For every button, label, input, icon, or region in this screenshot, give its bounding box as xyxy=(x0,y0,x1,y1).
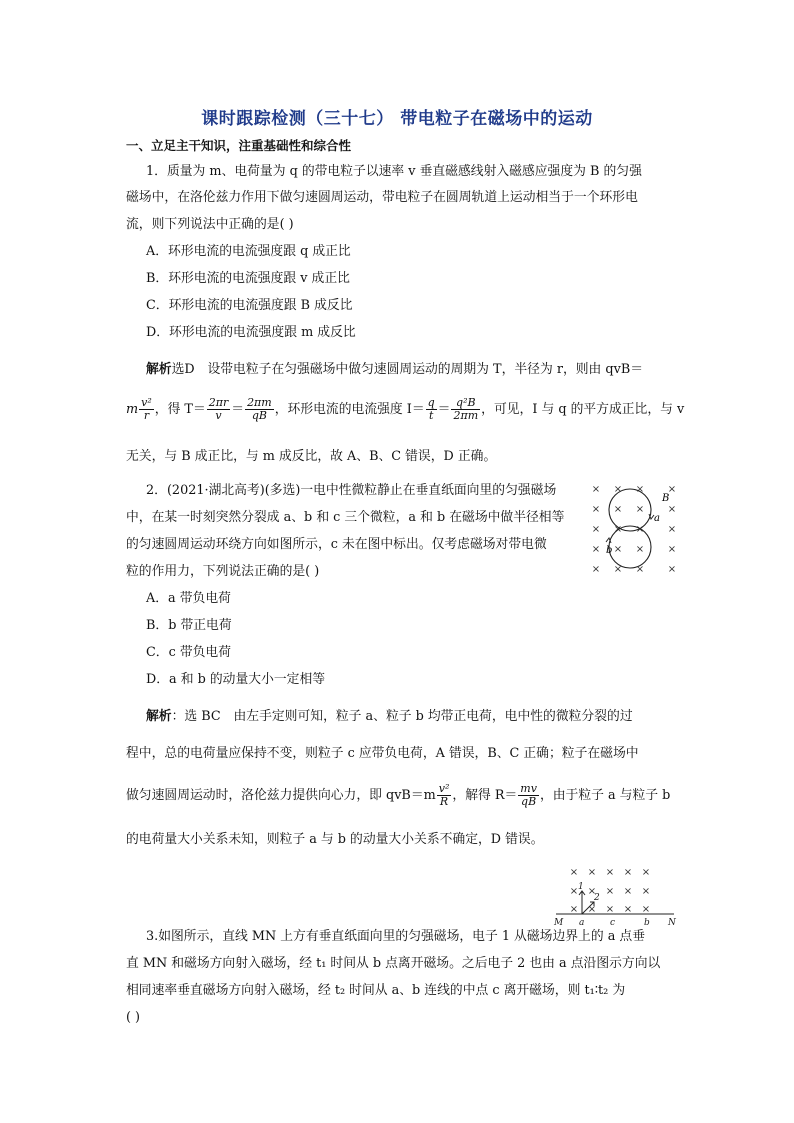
svg-text:×: × xyxy=(613,524,623,535)
q3-stem-line1: 3.如图所示，直线 MN 上方有垂直纸面向里的匀强磁场，电子 1 从磁场边界上的 a 点垂 xyxy=(146,929,645,944)
q2-label-b-field: B xyxy=(662,493,670,504)
q3-label-m: M xyxy=(554,918,564,928)
q3-label-n: N xyxy=(668,918,676,928)
q2-figure-magnetic-field xyxy=(588,480,680,575)
svg-text:×: × xyxy=(613,544,623,555)
q3-figure-magnetic-field xyxy=(548,862,680,928)
q1-stem-line3: 流，则下列说法中正确的是( ) xyxy=(126,217,294,232)
q2-option-b: B．b 带正电荷 xyxy=(146,618,232,633)
svg-text:×: × xyxy=(641,904,651,915)
svg-text:×: × xyxy=(605,886,615,897)
q2-label-a: a xyxy=(654,513,660,524)
q1-frac-q-t: $\frac{q}{t}$ xyxy=(427,396,435,422)
svg-text:×: × xyxy=(635,524,645,535)
q2-option-c: C．c 带负电荷 xyxy=(146,645,232,660)
svg-text:×: × xyxy=(635,564,645,575)
svg-text:×: × xyxy=(641,867,651,878)
svg-text:×: × xyxy=(591,484,601,495)
q3-stem-line3: 相同速率垂直磁场方向射入磁场，经 t₂ 时间从 a、b 连线的中点 c 离开磁场，则 t₁∶t₂ 为 xyxy=(126,983,626,998)
q2-stem-line4: 粒的作用力，下列说法正确的是( ) xyxy=(126,564,320,579)
q2-option-a: A．a 带负电荷 xyxy=(146,591,231,606)
svg-text:×: × xyxy=(667,484,677,495)
q3-label-b: b xyxy=(644,918,650,928)
page-title: 课时跟踪检测（三十七） 带电粒子在磁场中的运动 xyxy=(201,109,593,129)
svg-text:×: × xyxy=(591,504,601,515)
svg-text:×: × xyxy=(667,544,677,555)
q1-frac-2pir-v: $\frac{2\pi r}{v}$ xyxy=(208,396,229,422)
q1-option-b: B．环形电流的电流强度跟 v 成正比 xyxy=(146,271,350,286)
svg-text:×: × xyxy=(613,564,623,575)
q3-label-2: 2 xyxy=(594,893,600,903)
q1-frac-v2-r: $\frac{\text{v²}}{r}$ xyxy=(141,396,152,422)
q2-label-b: b xyxy=(606,545,613,556)
q2-frac-mv-qb: $\frac{mv}{qB}$ xyxy=(520,782,537,808)
q1-frac-2pim-qb: $\frac{2\pi m}{qB}$ xyxy=(247,396,272,422)
svg-text:×: × xyxy=(591,524,601,535)
q1-option-a: A．环形电流的电流强度跟 q 成正比 xyxy=(146,244,351,259)
svg-text:×: × xyxy=(613,484,623,495)
svg-text:×: × xyxy=(635,544,645,555)
svg-text:×: × xyxy=(667,504,677,515)
q1-solution-label: 解析 xyxy=(146,362,172,377)
svg-text:×: × xyxy=(623,886,633,897)
q2-stem-line3: 的匀速圆周运动环绕方向如图所示，c 未在图中标出。仅考虑磁场对带电微 xyxy=(126,537,547,552)
q2-stem-line1: 2．(2021·湖北高考)(多选)一电中性微粒静止在垂直纸面向里的匀强磁场 xyxy=(146,483,557,498)
q1-option-c: C．环形电流的电流强度跟 B 成反比 xyxy=(146,298,353,313)
q3-label-a: a xyxy=(579,918,585,928)
svg-text:×: × xyxy=(623,867,633,878)
q1-option-d: D．环形电流的电流强度跟 m 成反比 xyxy=(146,325,356,340)
q1-stem-line1: 1．质量为 m、电荷量为 q 的带电粒子以速率 v 垂直磁感线射入磁感应强度为 B 的匀强 xyxy=(146,164,642,179)
svg-text:×: × xyxy=(635,484,645,495)
q1-solution-line2: m $\frac{\text{v²}}{r}$ ，得 T＝ $\frac{2\pi r}{v}$ ＝ $\frac{2\pi m}{qB}$ ，环形电流的电流强度 I＝ $\frac{q}{t}$ ＝ $\frac{\text{q²B}}{2\pi m}$ ，可见，I 与 q 的平方成正比，与 v xyxy=(126,396,685,422)
svg-text:×: × xyxy=(591,544,601,555)
svg-text:×: × xyxy=(667,564,677,575)
q3-stem-line2: 直 MN 和磁场方向射入磁场，经 t₁ 时间从 b 点离开磁场。之后电子 2 也由 a 点沿图示方向以 xyxy=(126,956,661,971)
q2-solution-line1: 解析：选 BC 由左手定则可知，粒子 a、粒子 b 均带正电荷，电中性的微粒分裂的过 xyxy=(146,709,633,724)
svg-text:×: × xyxy=(605,867,615,878)
q1-frac-q2b-2pim: $\frac{\text{q²B}}{2\pi m}$ xyxy=(453,396,479,422)
q2-figure-svg xyxy=(588,480,680,575)
svg-text:×: × xyxy=(569,867,579,878)
svg-text:×: × xyxy=(635,504,645,515)
q2-stem-line2: 中，在某一时刻突然分裂成 a、b 和 c 三个微粒，a 和 b 在磁场中做半径相等 xyxy=(126,510,565,525)
q2-solution-line2: 程中，总的电荷量应保持不变，则粒子 c 应带负电荷，A 错误，B、C 正确；粒子在磁场中 xyxy=(126,746,639,761)
svg-text:×: × xyxy=(587,904,597,915)
svg-text:×: × xyxy=(569,904,579,915)
svg-text:×: × xyxy=(667,524,677,535)
q2-solution-label: 解析 xyxy=(146,709,172,724)
q3-label-c: c xyxy=(610,918,616,928)
svg-text:×: × xyxy=(641,886,651,897)
q1-solution-text1: 选D 设带电粒子在匀强磁场中做匀速圆周运动的周期为 T，半径为 r，则由 qvB＝ xyxy=(171,362,644,377)
svg-text:×: × xyxy=(623,904,633,915)
q2-solution-line3: 做匀速圆周运动时，洛伦兹力提供向心力，即 qvB＝m $\frac{\text{v²}}{R}$ ，解得 R＝ $\frac{mv}{qB}$ ，由于粒子 a 与粒子 b xyxy=(126,782,671,808)
q2-frac-v2-r: $\frac{\text{v²}}{R}$ xyxy=(438,782,450,808)
svg-text:×: × xyxy=(587,867,597,878)
q1-solution-line1 xyxy=(146,360,643,380)
q1-solution-line3: 无关，与 B 成正比，与 m 成反比，故 A、B、C 错误，D 正确。 xyxy=(126,449,497,464)
q3-stem-line4: ( ) xyxy=(126,1010,141,1025)
q1-stem-line2: 磁场中，在洛伦兹力作用下做匀速圆周运动，带电粒子在圆周轨道上运动相当于一个环形电 xyxy=(126,190,638,205)
svg-text:×: × xyxy=(613,504,623,515)
q2-option-d: D．a 和 b 的动量大小一定相等 xyxy=(146,672,326,687)
q2-solution-line4: 的电荷量大小关系未知，则粒子 a 与 b 的动量大小关系不确定，D 错误。 xyxy=(126,832,544,847)
section-heading: 一、立足主干知识，注重基础性和综合性 xyxy=(126,138,352,153)
q3-figure-svg xyxy=(548,862,680,928)
svg-text:×: × xyxy=(569,886,579,897)
svg-text:×: × xyxy=(605,904,615,915)
svg-text:×: × xyxy=(587,886,597,897)
svg-text:×: × xyxy=(591,564,601,575)
q3-label-1: 1 xyxy=(578,882,584,892)
